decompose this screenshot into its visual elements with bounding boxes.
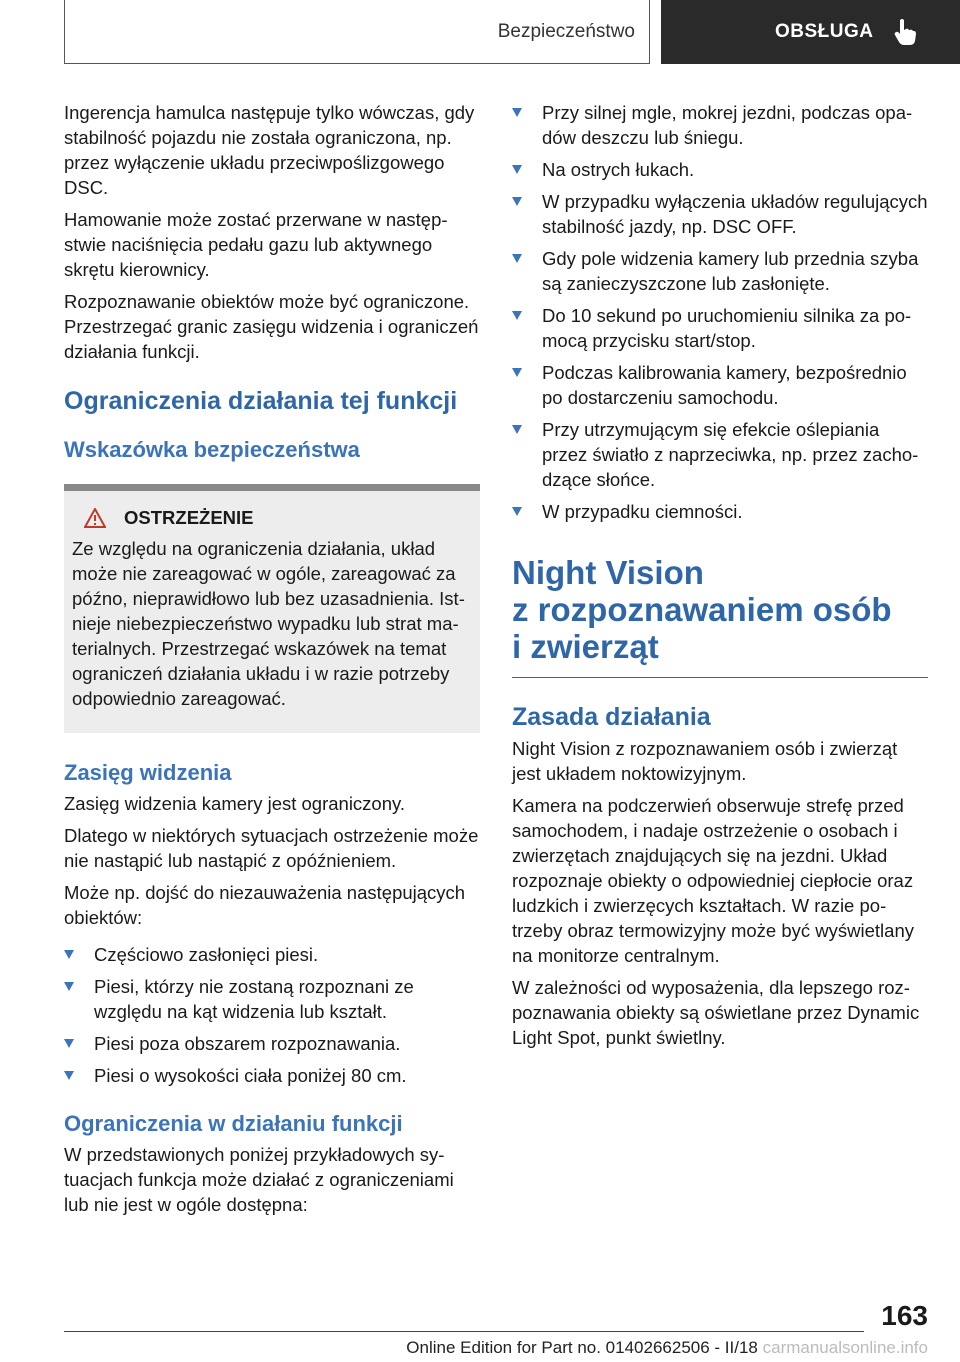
- list-item: W przypadku wyłączenia układów regulujących stabilność jazdy, np. DSC OFF.: [512, 189, 928, 239]
- range-paragraph-2: Dlatego w niektórych sytuacjach ostrzeżenie może nie nastąpić lub nastąpić z opóźnieniem.: [64, 825, 479, 871]
- triangle-bullet-icon: [512, 368, 522, 377]
- list-item: Piesi o wysokości ciała poniżej 80 cm.: [64, 1063, 480, 1088]
- list-item: Podczas kalibrowania kamery, bezpośrednio po dostarczeniu samochodu.: [512, 360, 928, 410]
- right-column: [512, 100, 928, 1057]
- intro-paragraph-3: Rozpoznawanie obiektów może być ograniczone. Przestrzegać granic zasięgu widzenia i ograniczeń działania funkcji.: [64, 291, 479, 362]
- warning-triangle-icon: [84, 508, 106, 528]
- list-item: Piesi, którzy nie zostaną rozpoznani ze względu na kąt widzenia lub kształt.: [64, 974, 480, 1024]
- triangle-bullet-icon: [64, 1039, 74, 1048]
- principle-paragraph-2: Kamera na podczerwień obserwuje strefę przed samochodem, i nadaje ostrzeżenie o osobach i zwierzętach znajdujących się na jezdni. Układ rozpoznaje obiekty o odpowiedniej ciepłocie oraz ludzkich i zwierzęcych kształtach. W razie potrzeby obraz termowizyjny może być wyświetlany na monitorze centralnym.: [512, 795, 914, 966]
- heading-range: Zasięg widzenia: [64, 760, 232, 785]
- triangle-bullet-icon: [64, 1071, 74, 1080]
- heading-func: Ograniczenia w działaniu funkcji: [64, 1111, 403, 1136]
- list-item: Piesi poza obszarem rozpoznawania.: [64, 1031, 480, 1056]
- range-paragraph-3: Może np. dojść do niezauważenia następujących obiektów:: [64, 882, 466, 928]
- section-title-line-3: i zwierząt: [512, 628, 659, 665]
- warning-text: Ze względu na ograniczenia działania, układ może nie zareagować w ogóle, zareagować za późno, nieprawidłowo lub bez uzasadnienia. Istnieje niebezpieczeństwo wypadku lub strat materialnych. Przestrzegać wskazówek na temat ograniczeń działania układu i w razie potrzeby odpowiednio zareagować.: [72, 538, 465, 709]
- watermark-text: carmanualsonline.info: [762, 1338, 928, 1357]
- title-divider: [512, 677, 928, 678]
- footer-divider: [64, 1331, 864, 1332]
- heading-safety: Wskazówka bezpieczeństwa: [64, 437, 360, 462]
- section-title-line-1: Night Vision: [512, 554, 704, 591]
- triangle-bullet-icon: [512, 425, 522, 434]
- section-tab-label: Bezpieczeństwo: [497, 20, 635, 42]
- triangle-bullet-icon: [512, 108, 522, 117]
- footer-edition: [0, 1338, 928, 1358]
- intro-paragraph-2: Hamowanie może zostać przerwane w następstwie naciśnięcia pedału gazu lub aktywnego skrętu kierownicy.: [64, 209, 448, 280]
- triangle-bullet-icon: [512, 507, 522, 516]
- triangle-bullet-icon: [512, 254, 522, 263]
- range-list: [64, 942, 480, 1088]
- func-paragraph-1: W przedstawionych poniżej przykładowych sytuacjach funkcja może działać z ograniczeniami lub nie jest w ogóle dostępna:: [64, 1144, 454, 1215]
- hand-pointer-icon: [894, 18, 916, 46]
- list-item: Gdy pole widzenia kamery lub przednia szyba są zanieczyszczone lub zasłonięte.: [512, 246, 928, 296]
- list-item: Do 10 sekund po uruchomieniu silnika za pomocą przycisku start/stop.: [512, 303, 928, 353]
- triangle-bullet-icon: [512, 165, 522, 174]
- warning-title-label: OSTRZEŻENIE: [124, 507, 254, 528]
- triangle-bullet-icon: [512, 311, 522, 320]
- edition-text: Online Edition for Part no. 01402662506 - II/18: [406, 1338, 758, 1357]
- triangle-bullet-icon: [64, 950, 74, 959]
- list-item: Przy utrzymującym się efekcie oślepiania przez światło z naprzeciwka, np. przez zachodzące słońce.: [512, 417, 928, 492]
- list-item: Przy silnej mgle, mokrej jezdni, podczas opadów deszczu lub śniegu.: [512, 100, 928, 150]
- func-list: [512, 100, 928, 524]
- list-item: Na ostrych łukach.: [512, 157, 928, 182]
- principle-paragraph-1: Night Vision z rozpoznawaniem osób i zwierząt jest układem noktowizyjnym.: [512, 738, 898, 784]
- triangle-bullet-icon: [64, 982, 74, 991]
- warning-box: [64, 484, 480, 733]
- list-item: W przypadku ciemności.: [512, 499, 928, 524]
- section-title-line-2: z rozpoznawaniem osób: [512, 591, 892, 628]
- chapter-tab: [661, 0, 960, 64]
- principle-paragraph-3: W zależności od wyposażenia, dla lepszego rozpoznawania obiekty są oświetlane przez Dynamic Light Spot, punkt świetlny.: [512, 977, 920, 1048]
- warning-title: [84, 505, 472, 530]
- section-title: [512, 554, 928, 665]
- chapter-tab-label: OBSŁUGA: [775, 21, 874, 42]
- left-column: [64, 100, 480, 1224]
- page-number: 163: [881, 1300, 928, 1331]
- section-tab: [64, 0, 650, 64]
- range-paragraph-1: Zasięg widzenia kamery jest ograniczony.: [64, 793, 406, 814]
- list-item: Częściowo zasłonięci piesi.: [64, 942, 480, 967]
- heading-limits: Ograniczenia działania tej funkcji: [64, 387, 458, 415]
- triangle-bullet-icon: [512, 197, 522, 206]
- heading-principle: Zasada działania: [512, 703, 711, 731]
- intro-paragraph-1: Ingerencja hamulca następuje tylko wówczas, gdy stabilność pojazdu nie została ograniczona, np. przez wyłączenie układu przeciwpoślizgowego DSC.: [64, 102, 475, 198]
